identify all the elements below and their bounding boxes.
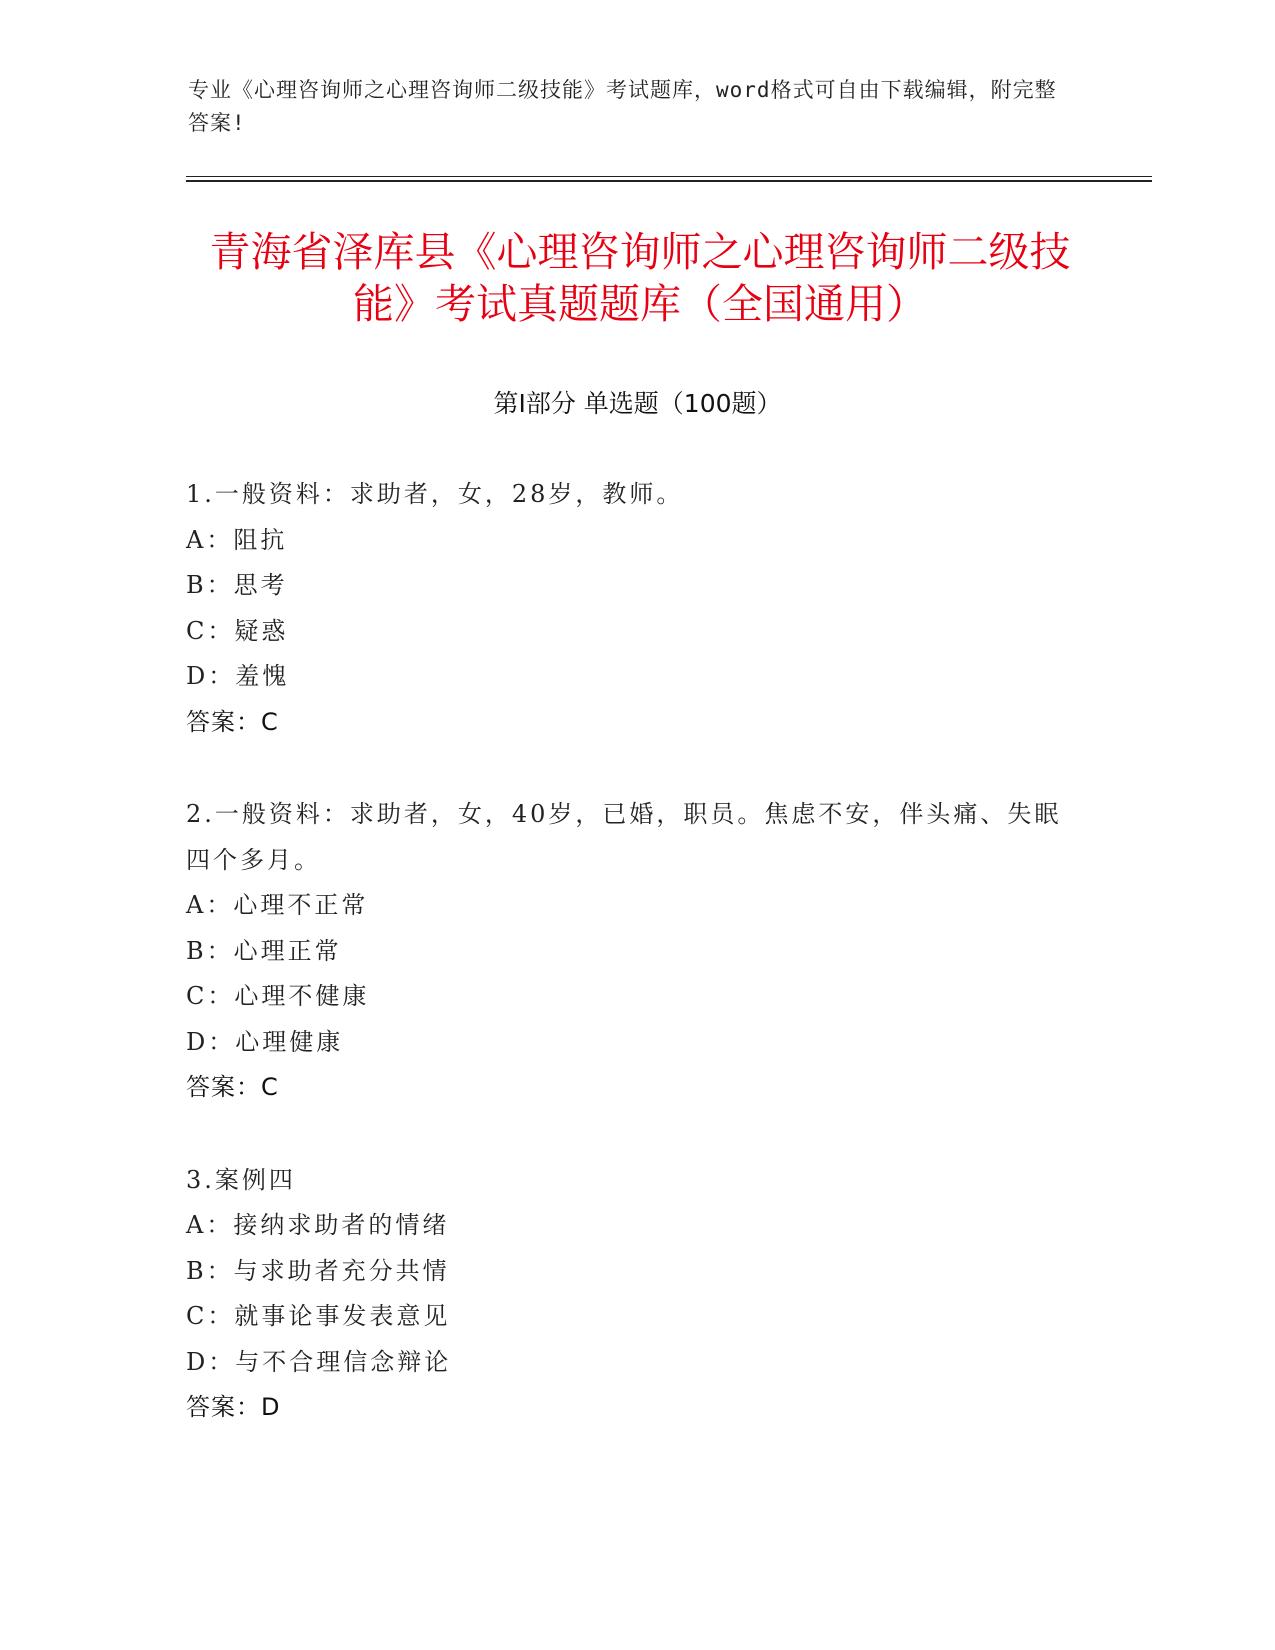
option-b: B：思考 [186,571,288,599]
question-3 [186,1158,1066,1431]
answer: 答案：C [186,1073,279,1101]
answer: 答案：C [186,707,279,736]
option-c: C：就事论事发表意见 [186,1302,451,1330]
answer: 答案：D [186,1393,281,1421]
header-note: 专业《心理咨询师之心理咨询师二级技能》考试题库，word格式可自由下载编辑，附完整答案! [188,78,1057,135]
question-stem: 3.案例四 [186,1165,296,1194]
question-1 [186,472,1066,745]
document-title: 青海省泽库县《心理咨询师之心理咨询师二级技能》考试真题题库（全国通用） [209,228,1071,328]
question-2 [186,792,1066,1111]
question-stem: 2.一般资料：求助者，女，40岁，已婚，职员。焦虑不安，伴头痛、失眠四个多月。 [186,800,1062,874]
option-c: C：心理不健康 [186,982,370,1010]
option-a: A：接纳求助者的情绪 [186,1211,450,1239]
option-b: B：与求助者充分共情 [186,1256,450,1285]
option-d: D：羞愧 [186,662,290,690]
question-list [186,472,1066,1478]
option-d: D：与不合理信念辩论 [186,1347,452,1376]
option-a: A：心理不正常 [186,891,369,919]
header-divider-thick [186,180,1152,182]
option-a: A：阻抗 [186,525,288,554]
option-c: C：疑惑 [186,616,289,645]
option-d: D：心理健康 [186,1027,344,1056]
question-stem: 1.一般资料：求助者，女，28岁，教师。 [186,480,684,508]
section-title: 第Ⅰ部分 单选题（100题） [493,389,782,418]
option-b: B：心理正常 [186,936,342,965]
header-divider-thin [186,176,1152,177]
